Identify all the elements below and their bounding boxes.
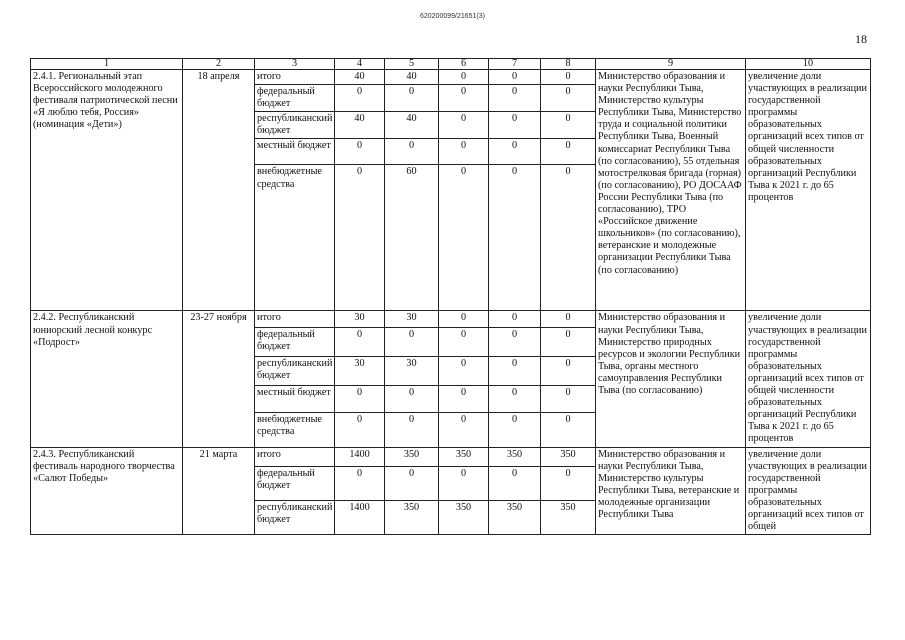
funding-amount: 40 [385, 70, 439, 85]
funding-amount: 40 [335, 70, 385, 85]
funding-source: местный бюджет [255, 139, 335, 165]
event-name: 2.4.2. Республиканский юниорский лесной конкурс «Подрост» [31, 311, 183, 447]
funding-amount: 0 [439, 327, 489, 356]
funding-amount: 0 [489, 139, 541, 165]
funding-amount: 1400 [335, 500, 385, 534]
funding-amount: 0 [489, 311, 541, 327]
funding-amount: 0 [385, 327, 439, 356]
funding-source: федеральный бюджет [255, 85, 335, 112]
page-number: 18 [855, 32, 867, 46]
column-number: 4 [335, 59, 385, 70]
funding-amount: 0 [489, 466, 541, 500]
funding-amount: 350 [489, 500, 541, 534]
funding-amount: 0 [385, 139, 439, 165]
table-row [31, 447, 871, 466]
expected-result: увеличение доли участвующих в реализации государственной программы образовательных организаций всех типов от общей численности образовательных организаций Республики Тыва к 2021 г. до 65 процентов [746, 70, 871, 311]
column-number: 8 [541, 59, 596, 70]
funding-amount: 30 [335, 311, 385, 327]
event-date: 21 марта [183, 447, 255, 535]
funding-amount: 0 [335, 139, 385, 165]
funding-amount: 0 [385, 385, 439, 413]
responsible-executors: Министерство образования и науки Республики Тыва, Министерство природных ресурсов и экологии Республики Тыва, органы местного самоуправления Республики Тыва (по согласованию) [596, 311, 746, 447]
table-row [31, 311, 871, 327]
funding-source: внебюджетные средства [255, 165, 335, 311]
column-number: 2 [183, 59, 255, 70]
funding-source: федеральный бюджет [255, 327, 335, 356]
column-number: 1 [31, 59, 183, 70]
column-number-row [31, 59, 871, 70]
column-number: 6 [439, 59, 489, 70]
event-date: 23-27 ноября [183, 311, 255, 447]
event-date: 18 апреля [183, 70, 255, 311]
funding-amount: 30 [385, 311, 439, 327]
funding-amount: 0 [335, 385, 385, 413]
funding-source: республиканский бюджет [255, 112, 335, 139]
funding-amount: 0 [541, 139, 596, 165]
funding-amount: 0 [385, 466, 439, 500]
funding-amount: 0 [489, 385, 541, 413]
funding-amount: 0 [489, 112, 541, 139]
funding-amount: 350 [541, 500, 596, 534]
funding-source: республиканский бюджет [255, 500, 335, 534]
funding-amount: 0 [439, 311, 489, 327]
column-number: 9 [596, 59, 746, 70]
funding-amount: 0 [439, 356, 489, 385]
funding-amount: 0 [489, 165, 541, 311]
funding-source: итого [255, 311, 335, 327]
funding-amount: 0 [385, 85, 439, 112]
document-id: 620200099/21651(3) [419, 13, 485, 20]
funding-amount: 0 [439, 70, 489, 85]
funding-amount: 0 [439, 85, 489, 112]
funding-amount: 30 [385, 356, 439, 385]
funding-amount: 0 [541, 112, 596, 139]
funding-amount: 1400 [335, 447, 385, 466]
funding-amount: 0 [335, 466, 385, 500]
event-name: 2.4.3. Республиканский фестиваль народного творчества «Салют Победы» [31, 447, 183, 535]
funding-amount: 0 [335, 85, 385, 112]
funding-amount: 30 [335, 356, 385, 385]
column-number: 3 [255, 59, 335, 70]
funding-source: федеральный бюджет [255, 466, 335, 500]
funding-amount: 0 [439, 112, 489, 139]
funding-amount: 0 [385, 413, 439, 447]
responsible-executors: Министерство образования и науки Республики Тыва, Министерство культуры Республики Тыва, ветеранские и молодежные организации Республики Тыва [596, 447, 746, 535]
funding-amount: 0 [541, 85, 596, 112]
funding-amount: 0 [541, 356, 596, 385]
funding-amount: 0 [335, 165, 385, 311]
column-number: 7 [489, 59, 541, 70]
funding-amount: 0 [541, 413, 596, 447]
funding-amount: 350 [541, 447, 596, 466]
column-number: 10 [746, 59, 871, 70]
responsible-executors: Министерство образования и науки Республики Тыва, Министерство культуры Республики Тыва, Министерство труда и социальной политики Республики Тыва, Военный комиссариат Республики Тыва (по согласованию), 55 отдельная мотострелковая бригада (горная) (по согласованию), РО ДОСААФ России Республики Тыва (по согласованию), ТРО «Российское движение школьников» (по согласованию), ветеранские и молодежные организации Республики Тыва (по согласованию) [596, 70, 746, 311]
expected-result: увеличение доли участвующих в реализации государственной программы образовательных организаций всех типов от общей численности образовательных организаций Республики Тыва к 2021 г. до 65 процентов [746, 311, 871, 447]
funding-amount: 0 [439, 165, 489, 311]
funding-amount: 0 [541, 165, 596, 311]
funding-amount: 40 [385, 112, 439, 139]
funding-amount: 350 [385, 447, 439, 466]
funding-amount: 0 [335, 413, 385, 447]
funding-amount: 40 [335, 112, 385, 139]
funding-amount: 0 [489, 85, 541, 112]
program-table [30, 58, 871, 535]
expected-result: увеличение доли участвующих в реализации государственной программы образовательных организаций всех типов от общей [746, 447, 871, 535]
funding-amount: 350 [489, 447, 541, 466]
funding-amount: 0 [439, 466, 489, 500]
funding-amount: 0 [541, 311, 596, 327]
funding-amount: 0 [439, 413, 489, 447]
funding-amount: 0 [541, 70, 596, 85]
funding-amount: 0 [541, 327, 596, 356]
funding-amount: 0 [335, 327, 385, 356]
table-row [31, 70, 871, 85]
funding-amount: 0 [541, 385, 596, 413]
funding-amount: 350 [385, 500, 439, 534]
funding-amount: 0 [541, 466, 596, 500]
funding-amount: 0 [439, 139, 489, 165]
funding-amount: 0 [489, 413, 541, 447]
funding-source: итого [255, 447, 335, 466]
funding-amount: 350 [439, 500, 489, 534]
funding-source: итого [255, 70, 335, 85]
funding-amount: 0 [439, 385, 489, 413]
funding-source: внебюджетные средства [255, 413, 335, 447]
funding-amount: 0 [489, 356, 541, 385]
event-name: 2.4.1. Региональный этап Всероссийского молодежного фестиваля патриотической песни «Я люблю тебя, Россия» (номинация «Дети») [31, 70, 183, 311]
funding-amount: 60 [385, 165, 439, 311]
funding-source: республиканский бюджет [255, 356, 335, 385]
funding-amount: 0 [489, 70, 541, 85]
funding-amount: 350 [439, 447, 489, 466]
column-number: 5 [385, 59, 439, 70]
funding-amount: 0 [489, 327, 541, 356]
funding-source: местный бюджет [255, 385, 335, 413]
